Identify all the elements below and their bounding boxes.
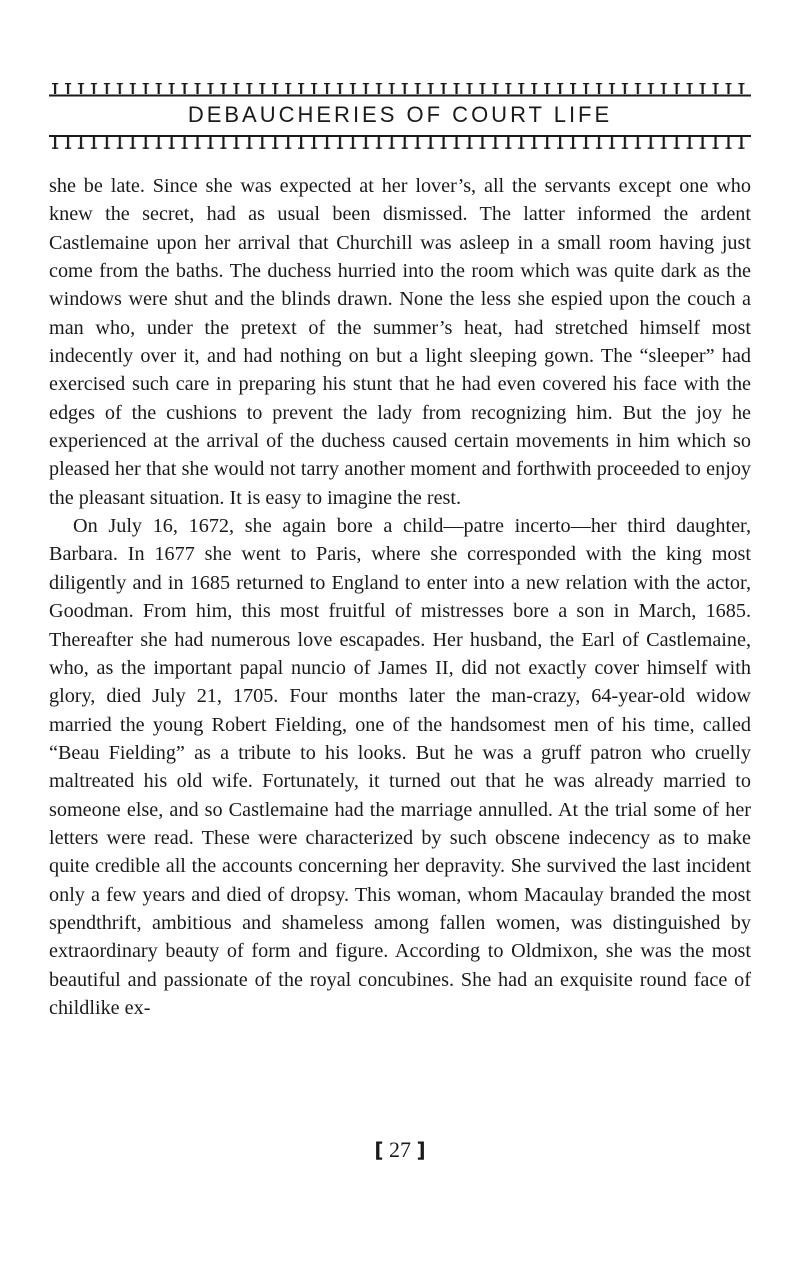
folio-bracket-close: ] xyxy=(416,1138,426,1162)
running-head: DEBAUCHERIES OF COURT LIFE xyxy=(187,102,613,127)
page-number-value: 27 xyxy=(389,1137,411,1162)
paragraph: On July 16, 1672, she again bore a child—patre incerto—her third daughter, Barbara. In 1677 she went to Paris, where she corresponded with the king most diligently and in 1685 returned to England to enter into a new relation with the actor, Goodman. From him, this most fruitful of mistresses bore a son in March, 1685. Thereafter she had numerous love escapades. Her husband, the Earl of Castlemaine, who, as the important papal nuncio of James II, did not exactly cover himself with glory, died July 21, 1705. Four months later the man-crazy, 64-year-old widow married the young Robert Fielding, one of the handsomest men of his time, called “Beau Fielding” as a tribute to his looks. But he was a gruff patron who cruelly maltreated his old wife. Fortunately, it turned out that he was already married to someone else, and so Castlemaine had the marriage annulled. At the trial some of her letters were read. These were characterized by such obscene indecency as to make quite credible all the accounts concerning her depravity. She survived the last incident only a few years and died of dropsy. This woman, whom Macaulay branded the most spendthrift, ambitious and shameless among fallen women, was distinguished by extraordinary beauty of form and figure. According to Oldmixon, she was the most beautiful and passionate of the royal concubines. She had an exquisite round face of childlike ex- xyxy=(49,515,751,1019)
book-page xyxy=(49,80,751,1022)
paragraph: she be late. Since she was expected at her lover’s, all the servants except one who knew the secret, had as usual been dismissed. The latter informed the ardent Castlemaine upon her arrival that Churchill was asleep in a small room having just come from the baths. The duchess hurried into the room which was quite dark as the windows were shut and the blinds drawn. None the less she espied upon the couch a man who, under the pretext of the summer’s heat, had stretched himself most indecently over it, and had nothing on but a light sleeping gown. The “sleeper” had exercised such care in preparing his stunt that he had even covered his face with the edges of the cushions to prevent the lady from recognizing him. But the joy he experienced at the arrival of the duchess caused certain movements in him which so pleased her that she would not tarry another moment and forthwith proceeded to enjoy the pleasant situation. It is easy to imagine the rest. xyxy=(49,175,751,509)
page-number xyxy=(0,1137,800,1163)
ornament-rule-bottom xyxy=(49,134,751,152)
ornament-rule-top xyxy=(49,80,751,98)
body-text xyxy=(49,172,751,1022)
folio-bracket-open: [ xyxy=(374,1138,384,1162)
